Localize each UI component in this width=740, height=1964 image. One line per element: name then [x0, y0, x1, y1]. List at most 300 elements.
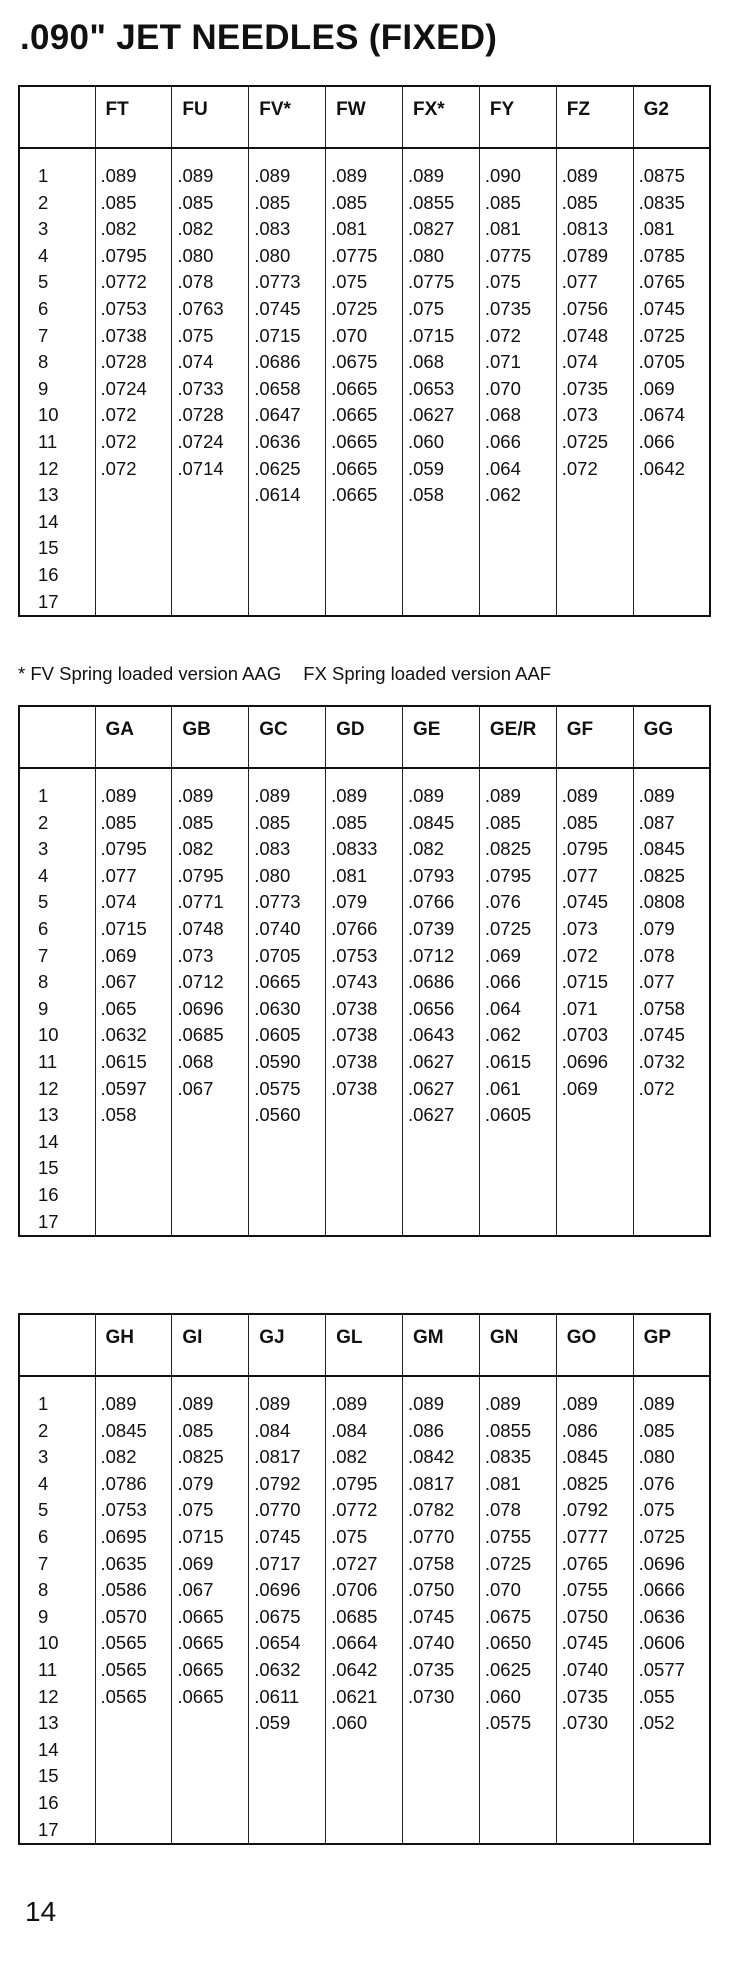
row-number: 1	[38, 1393, 49, 1414]
needle-size-cell	[479, 535, 556, 562]
needle-size-cell: .069	[556, 1076, 633, 1103]
table-row	[19, 269, 710, 296]
needle-size-cell	[479, 1737, 556, 1764]
needle-size-cell: .0730	[403, 1684, 480, 1711]
needle-size-cell: .079	[326, 889, 403, 916]
needle-size-cell	[249, 1182, 326, 1209]
needle-size-cell: .071	[556, 996, 633, 1023]
needle-size-cell: .0675	[326, 349, 403, 376]
needle-table-2	[18, 705, 711, 1237]
needle-size-cell: .089	[95, 163, 172, 190]
needle-size-cell: .0833	[326, 836, 403, 863]
needle-size-cell: .0733	[172, 376, 249, 403]
needle-size-cell	[95, 482, 172, 509]
needle-size-cell: .0750	[556, 1604, 633, 1631]
needle-size-cell: .077	[556, 269, 633, 296]
needle-size-cell: .0825	[633, 863, 710, 890]
needle-size-cell	[95, 509, 172, 536]
table-row	[19, 1076, 710, 1103]
needle-size-cell: .0696	[556, 1049, 633, 1076]
needle-size-cell: .0732	[633, 1049, 710, 1076]
needle-size-cell: .0627	[403, 1049, 480, 1076]
needle-size-cell: .0775	[479, 243, 556, 270]
page-title: .090" JET NEEDLES (FIXED)	[20, 18, 498, 57]
needle-size-cell: .0614	[249, 482, 326, 509]
needle-size-cell	[556, 509, 633, 536]
needle-size-cell: .066	[479, 429, 556, 456]
row-number: 11	[38, 430, 58, 452]
column-header: FX*	[403, 86, 480, 148]
table-row	[19, 1657, 710, 1684]
row-number: 3	[38, 1446, 49, 1468]
needle-size-cell: .060	[326, 1710, 403, 1737]
needle-size-cell: .0756	[556, 296, 633, 323]
table-row	[19, 1763, 710, 1790]
table-row	[19, 1524, 710, 1551]
needle-size-cell	[633, 482, 710, 509]
needle-size-cell: .089	[326, 163, 403, 190]
needle-size-cell: .074	[556, 349, 633, 376]
table-row	[19, 323, 710, 350]
needle-size-cell: .0565	[95, 1684, 172, 1711]
column-header: GE	[403, 706, 480, 768]
needle-size-cell: .052	[633, 1710, 710, 1737]
needle-size-cell: .0712	[403, 943, 480, 970]
needle-size-cell: .074	[172, 349, 249, 376]
needle-size-cell	[249, 1129, 326, 1156]
needle-size-cell: .0773	[249, 269, 326, 296]
row-number: 15	[38, 1157, 59, 1179]
needle-size-cell: .089	[172, 163, 249, 190]
needle-size-cell	[633, 1102, 710, 1129]
needle-size-cell	[326, 562, 403, 589]
needle-size-cell: .0795	[479, 863, 556, 890]
needle-size-cell: .0835	[479, 1444, 556, 1471]
needle-size-cell: .0750	[403, 1577, 480, 1604]
needle-size-cell: .0725	[479, 1551, 556, 1578]
needle-size-cell	[249, 1817, 326, 1845]
needle-size-cell: .0745	[249, 296, 326, 323]
needle-size-cell: .083	[249, 216, 326, 243]
table-row	[19, 429, 710, 456]
needle-size-cell	[479, 562, 556, 589]
needle-size-cell: .0705	[249, 943, 326, 970]
needle-size-cell: .089	[556, 1391, 633, 1418]
column-header: GI	[172, 1314, 249, 1376]
needle-size-cell	[556, 1129, 633, 1156]
needle-size-cell	[403, 1790, 480, 1817]
needle-size-cell: .081	[479, 1471, 556, 1498]
table-row	[19, 943, 710, 970]
needle-size-cell: .0635	[95, 1551, 172, 1578]
table-row	[19, 889, 710, 916]
needle-size-cell: .0727	[326, 1551, 403, 1578]
column-header: FW	[326, 86, 403, 148]
row-number: 4	[38, 1472, 49, 1494]
column-header: GG	[633, 706, 710, 768]
needle-size-cell: .077	[95, 863, 172, 890]
needle-size-cell: .073	[556, 916, 633, 943]
needle-size-cell	[479, 1155, 556, 1182]
needle-size-cell: .062	[479, 482, 556, 509]
table-row	[19, 1710, 710, 1737]
needle-size-cell: .0766	[403, 889, 480, 916]
needle-size-cell: .065	[95, 996, 172, 1023]
needle-size-cell: .0575	[249, 1076, 326, 1103]
needle-size-cell	[633, 562, 710, 589]
needle-size-cell	[326, 1737, 403, 1764]
row-number: 11	[38, 1658, 58, 1680]
needle-size-cell: .0786	[95, 1471, 172, 1498]
header-row	[19, 86, 710, 148]
needle-size-cell: .079	[633, 916, 710, 943]
table-row	[19, 402, 710, 429]
table-row	[19, 1630, 710, 1657]
needle-size-cell: .089	[249, 163, 326, 190]
column-header: GN	[479, 1314, 556, 1376]
needle-size-cell	[249, 509, 326, 536]
needle-size-cell: .081	[326, 863, 403, 890]
needle-size-cell	[95, 1155, 172, 1182]
needle-size-cell: .0766	[326, 916, 403, 943]
needle-size-cell: .078	[172, 269, 249, 296]
table-row	[19, 1684, 710, 1711]
needle-size-cell: .0685	[172, 1022, 249, 1049]
needle-size-cell	[249, 1737, 326, 1764]
needle-size-cell: .082	[403, 836, 480, 863]
needle-size-cell: .085	[326, 810, 403, 837]
needle-size-cell: .0740	[403, 1630, 480, 1657]
needle-size-cell	[556, 562, 633, 589]
needle-size-cell: .072	[95, 429, 172, 456]
needle-size-cell	[172, 1182, 249, 1209]
needle-size-cell: .0795	[95, 243, 172, 270]
needle-size-cell: .072	[556, 943, 633, 970]
needle-size-cell: .085	[172, 1418, 249, 1445]
needle-size-cell: .084	[249, 1418, 326, 1445]
table-row	[19, 1391, 710, 1418]
needle-size-cell: .070	[479, 376, 556, 403]
needle-size-cell: .0665	[326, 456, 403, 483]
needle-size-cell: .0642	[326, 1657, 403, 1684]
row-number: 6	[38, 297, 49, 319]
needle-size-cell: .0738	[326, 1022, 403, 1049]
needle-size-cell: .0647	[249, 402, 326, 429]
needle-size-cell	[249, 535, 326, 562]
needle-size-cell: .085	[172, 810, 249, 837]
table-row	[19, 1129, 710, 1156]
needle-size-cell: .0590	[249, 1049, 326, 1076]
needle-size-cell: .072	[95, 456, 172, 483]
needle-size-cell: .0597	[95, 1076, 172, 1103]
needle-size-cell: .0621	[326, 1684, 403, 1711]
needle-size-cell: .089	[403, 163, 480, 190]
needle-size-cell: .082	[172, 216, 249, 243]
needle-size-cell: .080	[249, 863, 326, 890]
table-row	[19, 916, 710, 943]
footnote	[18, 663, 551, 685]
needle-size-cell: .069	[479, 943, 556, 970]
needle-size-cell: .070	[479, 1577, 556, 1604]
needle-size-cell: .0636	[633, 1604, 710, 1631]
needle-size-cell: .090	[479, 163, 556, 190]
needle-size-cell	[479, 1209, 556, 1237]
table-row	[19, 216, 710, 243]
needle-size-cell: .089	[403, 783, 480, 810]
row-number: 10	[38, 404, 59, 426]
needle-size-cell	[172, 1129, 249, 1156]
needle-size-cell: .0625	[249, 456, 326, 483]
needle-size-cell: .089	[556, 783, 633, 810]
needle-size-cell: .0724	[95, 376, 172, 403]
needle-size-cell: .0665	[172, 1657, 249, 1684]
needle-size-cell	[556, 1102, 633, 1129]
needle-size-cell: .0714	[172, 456, 249, 483]
needle-size-cell: .085	[479, 810, 556, 837]
table-row	[19, 783, 710, 810]
needle-size-cell: .075	[326, 1524, 403, 1551]
needle-size-cell: .0775	[403, 269, 480, 296]
needle-size-cell	[556, 535, 633, 562]
table-row	[19, 482, 710, 509]
header-blank-cell	[19, 706, 95, 768]
column-header: GB	[172, 706, 249, 768]
needle-size-cell: .062	[479, 1022, 556, 1049]
needle-size-cell: .068	[479, 402, 556, 429]
needle-size-cell: .081	[633, 216, 710, 243]
row-number: 2	[38, 191, 49, 213]
needle-size-cell: .0627	[403, 1102, 480, 1129]
needle-size-cell: .0770	[249, 1497, 326, 1524]
needle-size-cell	[403, 589, 480, 617]
row-number: 16	[38, 563, 59, 585]
needle-size-cell: .0560	[249, 1102, 326, 1129]
needle-size-cell	[172, 482, 249, 509]
needle-size-cell: .0795	[326, 1471, 403, 1498]
needle-size-cell	[633, 1737, 710, 1764]
needle-size-cell: .0748	[172, 916, 249, 943]
needle-size-cell: .0782	[403, 1497, 480, 1524]
column-header: FZ	[556, 86, 633, 148]
needle-size-cell: .0665	[326, 429, 403, 456]
needle-size-cell	[95, 562, 172, 589]
needle-size-cell	[403, 1737, 480, 1764]
row-number: 17	[38, 1818, 59, 1840]
row-number: 5	[38, 891, 49, 913]
row-number: 10	[38, 1632, 59, 1654]
needle-size-cell	[95, 535, 172, 562]
needle-size-cell: .083	[249, 836, 326, 863]
needle-size-cell: .089	[95, 1391, 172, 1418]
footnote-fv: * FV Spring loaded version AAG	[18, 663, 282, 684]
needle-size-cell: .0792	[249, 1471, 326, 1498]
needle-size-cell: .0715	[403, 323, 480, 350]
row-number: 9	[38, 1605, 49, 1627]
needle-size-cell	[95, 1817, 172, 1845]
table-row	[19, 1102, 710, 1129]
needle-size-cell	[556, 1817, 633, 1845]
needle-size-cell	[403, 562, 480, 589]
needle-size-cell: .061	[479, 1076, 556, 1103]
needle-size-cell: .0775	[326, 243, 403, 270]
needle-size-cell	[326, 535, 403, 562]
needle-size-cell	[95, 1209, 172, 1237]
needle-size-cell	[403, 1155, 480, 1182]
needle-size-cell: .085	[556, 810, 633, 837]
needle-size-cell	[479, 1817, 556, 1845]
needle-size-cell: .0763	[172, 296, 249, 323]
needle-size-cell: .0705	[633, 349, 710, 376]
needle-size-cell: .0606	[633, 1630, 710, 1657]
needle-size-cell: .0772	[326, 1497, 403, 1524]
needle-size-cell	[556, 482, 633, 509]
needle-size-cell	[479, 589, 556, 617]
needle-size-cell: .0789	[556, 243, 633, 270]
needle-size-cell	[172, 562, 249, 589]
needle-size-cell: .080	[633, 1444, 710, 1471]
needle-size-cell: .0758	[633, 996, 710, 1023]
needle-size-cell: .0835	[633, 190, 710, 217]
needle-size-cell	[326, 1817, 403, 1845]
needle-size-cell	[556, 1155, 633, 1182]
needle-size-cell: .059	[403, 456, 480, 483]
needle-size-cell: .0725	[479, 916, 556, 943]
needle-size-cell	[172, 1209, 249, 1237]
needle-size-cell: .082	[95, 216, 172, 243]
row-number: 4	[38, 244, 49, 266]
needle-size-cell: .0855	[479, 1418, 556, 1445]
needle-size-cell: .079	[172, 1471, 249, 1498]
needle-size-cell: .085	[95, 810, 172, 837]
needle-size-cell: .0665	[172, 1684, 249, 1711]
needle-size-cell	[633, 1129, 710, 1156]
needle-size-cell: .089	[95, 783, 172, 810]
needle-size-cell: .0817	[403, 1471, 480, 1498]
needle-size-cell	[633, 1182, 710, 1209]
header-blank-cell	[19, 86, 95, 148]
needle-size-cell	[326, 1129, 403, 1156]
needle-size-cell: .0795	[556, 836, 633, 863]
table-row	[19, 836, 710, 863]
needle-size-cell: .0855	[403, 190, 480, 217]
needle-size-cell	[403, 1182, 480, 1209]
needle-size-cell: .0772	[95, 269, 172, 296]
needle-size-cell: .077	[633, 969, 710, 996]
needle-size-cell: .0817	[249, 1444, 326, 1471]
needle-size-cell: .085	[172, 190, 249, 217]
needle-size-cell: .0643	[403, 1022, 480, 1049]
needle-size-cell	[249, 1209, 326, 1237]
needle-size-cell: .0656	[403, 996, 480, 1023]
needle-size-cell: .0725	[633, 1524, 710, 1551]
needle-size-cell: .0813	[556, 216, 633, 243]
needle-size-cell	[172, 535, 249, 562]
table-row	[19, 1049, 710, 1076]
needle-size-cell: .081	[326, 216, 403, 243]
needle-table-1	[18, 85, 711, 617]
table-row	[19, 296, 710, 323]
needle-size-cell: .0575	[479, 1710, 556, 1737]
table-row	[19, 190, 710, 217]
row-number: 17	[38, 1210, 59, 1232]
needle-size-cell	[556, 1790, 633, 1817]
needle-size-cell	[326, 1790, 403, 1817]
needle-size-cell: .0717	[249, 1551, 326, 1578]
needle-size-cell: .0615	[479, 1049, 556, 1076]
table-row	[19, 969, 710, 996]
needle-size-cell: .0627	[403, 402, 480, 429]
needle-size-cell	[479, 1763, 556, 1790]
column-header: GF	[556, 706, 633, 768]
needle-size-cell: .0753	[95, 1497, 172, 1524]
table-row	[19, 349, 710, 376]
needle-size-cell: .0685	[326, 1604, 403, 1631]
needle-size-cell: .0642	[633, 456, 710, 483]
row-number: 7	[38, 944, 49, 966]
needle-size-cell: .0770	[403, 1524, 480, 1551]
needle-size-cell: .075	[172, 1497, 249, 1524]
needle-size-cell: .0745	[633, 1022, 710, 1049]
row-number: 14	[38, 1738, 59, 1760]
needle-size-cell: .064	[479, 456, 556, 483]
column-header: FV*	[249, 86, 326, 148]
row-number: 3	[38, 218, 49, 240]
needle-size-cell: .0738	[326, 996, 403, 1023]
needle-size-cell: .0740	[249, 916, 326, 943]
needle-size-cell: .0586	[95, 1577, 172, 1604]
needle-size-cell: .085	[479, 190, 556, 217]
needle-size-cell	[95, 1710, 172, 1737]
needle-size-cell	[326, 1763, 403, 1790]
needle-size-cell: .0696	[249, 1577, 326, 1604]
needle-size-cell: .064	[479, 996, 556, 1023]
needle-size-cell: .085	[249, 190, 326, 217]
needle-size-cell: .0730	[556, 1710, 633, 1737]
needle-size-cell: .085	[95, 190, 172, 217]
needle-size-cell: .0745	[556, 1630, 633, 1657]
table-row	[19, 1209, 710, 1237]
needle-size-cell: .0627	[403, 1076, 480, 1103]
needle-size-cell	[326, 1155, 403, 1182]
header-row	[19, 706, 710, 768]
needle-size-cell: .075	[479, 269, 556, 296]
needle-size-cell: .058	[95, 1102, 172, 1129]
needle-size-cell: .066	[479, 969, 556, 996]
needle-size-cell	[326, 1182, 403, 1209]
table-row	[19, 1022, 710, 1049]
needle-size-cell	[633, 535, 710, 562]
needle-size-cell: .0630	[249, 996, 326, 1023]
table-row	[19, 996, 710, 1023]
needle-size-cell: .0792	[556, 1497, 633, 1524]
needle-size-cell: .058	[403, 482, 480, 509]
needle-size-cell: .0735	[556, 376, 633, 403]
needle-size-cell	[633, 1790, 710, 1817]
row-number: 1	[38, 785, 49, 806]
needle-size-cell	[479, 1129, 556, 1156]
needle-size-cell: .0666	[633, 1577, 710, 1604]
needle-size-cell: .0738	[326, 1076, 403, 1103]
row-number: 11	[38, 1050, 58, 1072]
row-number: 7	[38, 1552, 49, 1574]
needle-size-cell: .0570	[95, 1604, 172, 1631]
needle-size-cell	[403, 535, 480, 562]
needle-size-cell: .0632	[249, 1657, 326, 1684]
needle-size-cell: .0845	[95, 1418, 172, 1445]
needle-size-cell: .089	[479, 783, 556, 810]
needle-size-cell: .078	[633, 943, 710, 970]
needle-size-cell: .085	[556, 190, 633, 217]
